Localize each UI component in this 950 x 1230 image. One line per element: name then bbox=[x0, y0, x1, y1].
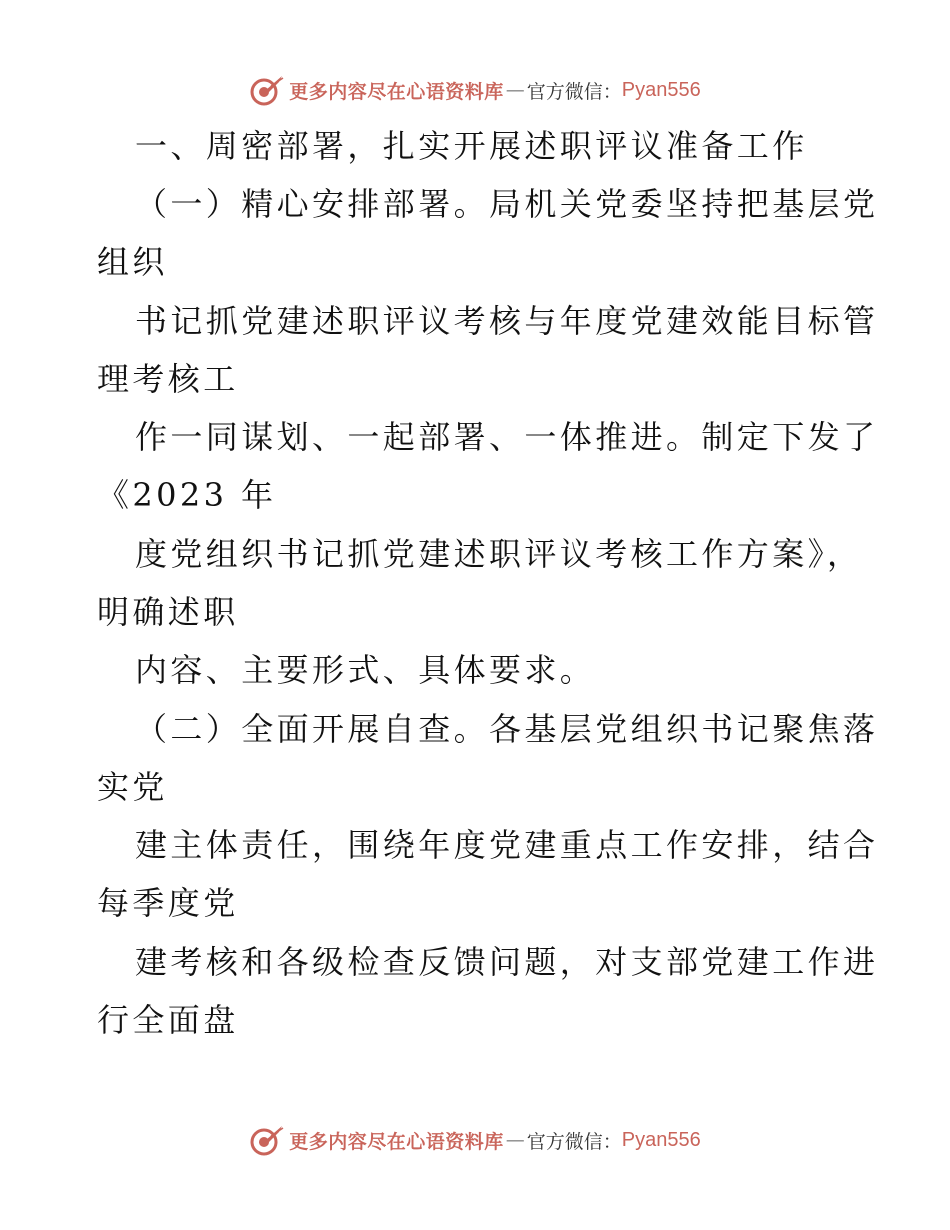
paragraph-line: 度党组织书记抓党建述职评议考核工作方案》， bbox=[135, 535, 863, 573]
paragraph-line: 组织 bbox=[97, 243, 168, 281]
watermark-side-text: 官方微信： bbox=[526, 1130, 622, 1153]
watermark-side-text: 官方微信： bbox=[526, 80, 622, 103]
paragraph-line: 建考核和各级检查反馈问题，对支部党建工作进 bbox=[135, 943, 879, 981]
paragraph-line: （二）全面开展自查。各基层党组织书记聚焦落 bbox=[135, 710, 879, 748]
paragraph-line: 行全面盘 bbox=[97, 1001, 239, 1039]
paragraph-line: 作一同谋划、一起部署、一体推进。制定下发了 bbox=[135, 418, 879, 456]
paragraph-line: 建主体责任，围绕年度党建重点工作安排，结合 bbox=[135, 826, 879, 864]
watermark-wechat-id: Pyan556 bbox=[621, 1128, 701, 1151]
watermark-main-text: 更多内容尽在心语资料库 bbox=[289, 80, 504, 103]
paragraph-line: 每季度党 bbox=[97, 884, 239, 922]
quill-logo-icon bbox=[249, 72, 285, 108]
footer-watermark bbox=[0, 1120, 950, 1160]
watermark-wechat-id: Pyan556 bbox=[621, 78, 701, 101]
paragraph-line: 《2023 年 bbox=[97, 476, 277, 514]
paragraph-line: 内容、主要形式、具体要求。 bbox=[135, 651, 596, 689]
paragraph-line: 理考核工 bbox=[97, 360, 239, 398]
paragraph-line: 实党 bbox=[97, 768, 168, 806]
paragraph-line: 明确述职 bbox=[97, 593, 239, 631]
watermark-dash: — bbox=[505, 1129, 525, 1151]
section-heading: 一、周密部署，扎实开展述职评议准备工作 bbox=[135, 127, 808, 165]
watermark-dash: — bbox=[505, 79, 525, 101]
paragraph-line: 书记抓党建述职评议考核与年度党建效能目标管 bbox=[135, 302, 879, 340]
header-watermark bbox=[0, 70, 950, 110]
paragraph-line: （一）精心安排部署。局机关党委坚持把基层党 bbox=[135, 185, 879, 223]
watermark-main-text: 更多内容尽在心语资料库 bbox=[289, 1130, 504, 1153]
quill-logo-icon bbox=[249, 1122, 285, 1158]
